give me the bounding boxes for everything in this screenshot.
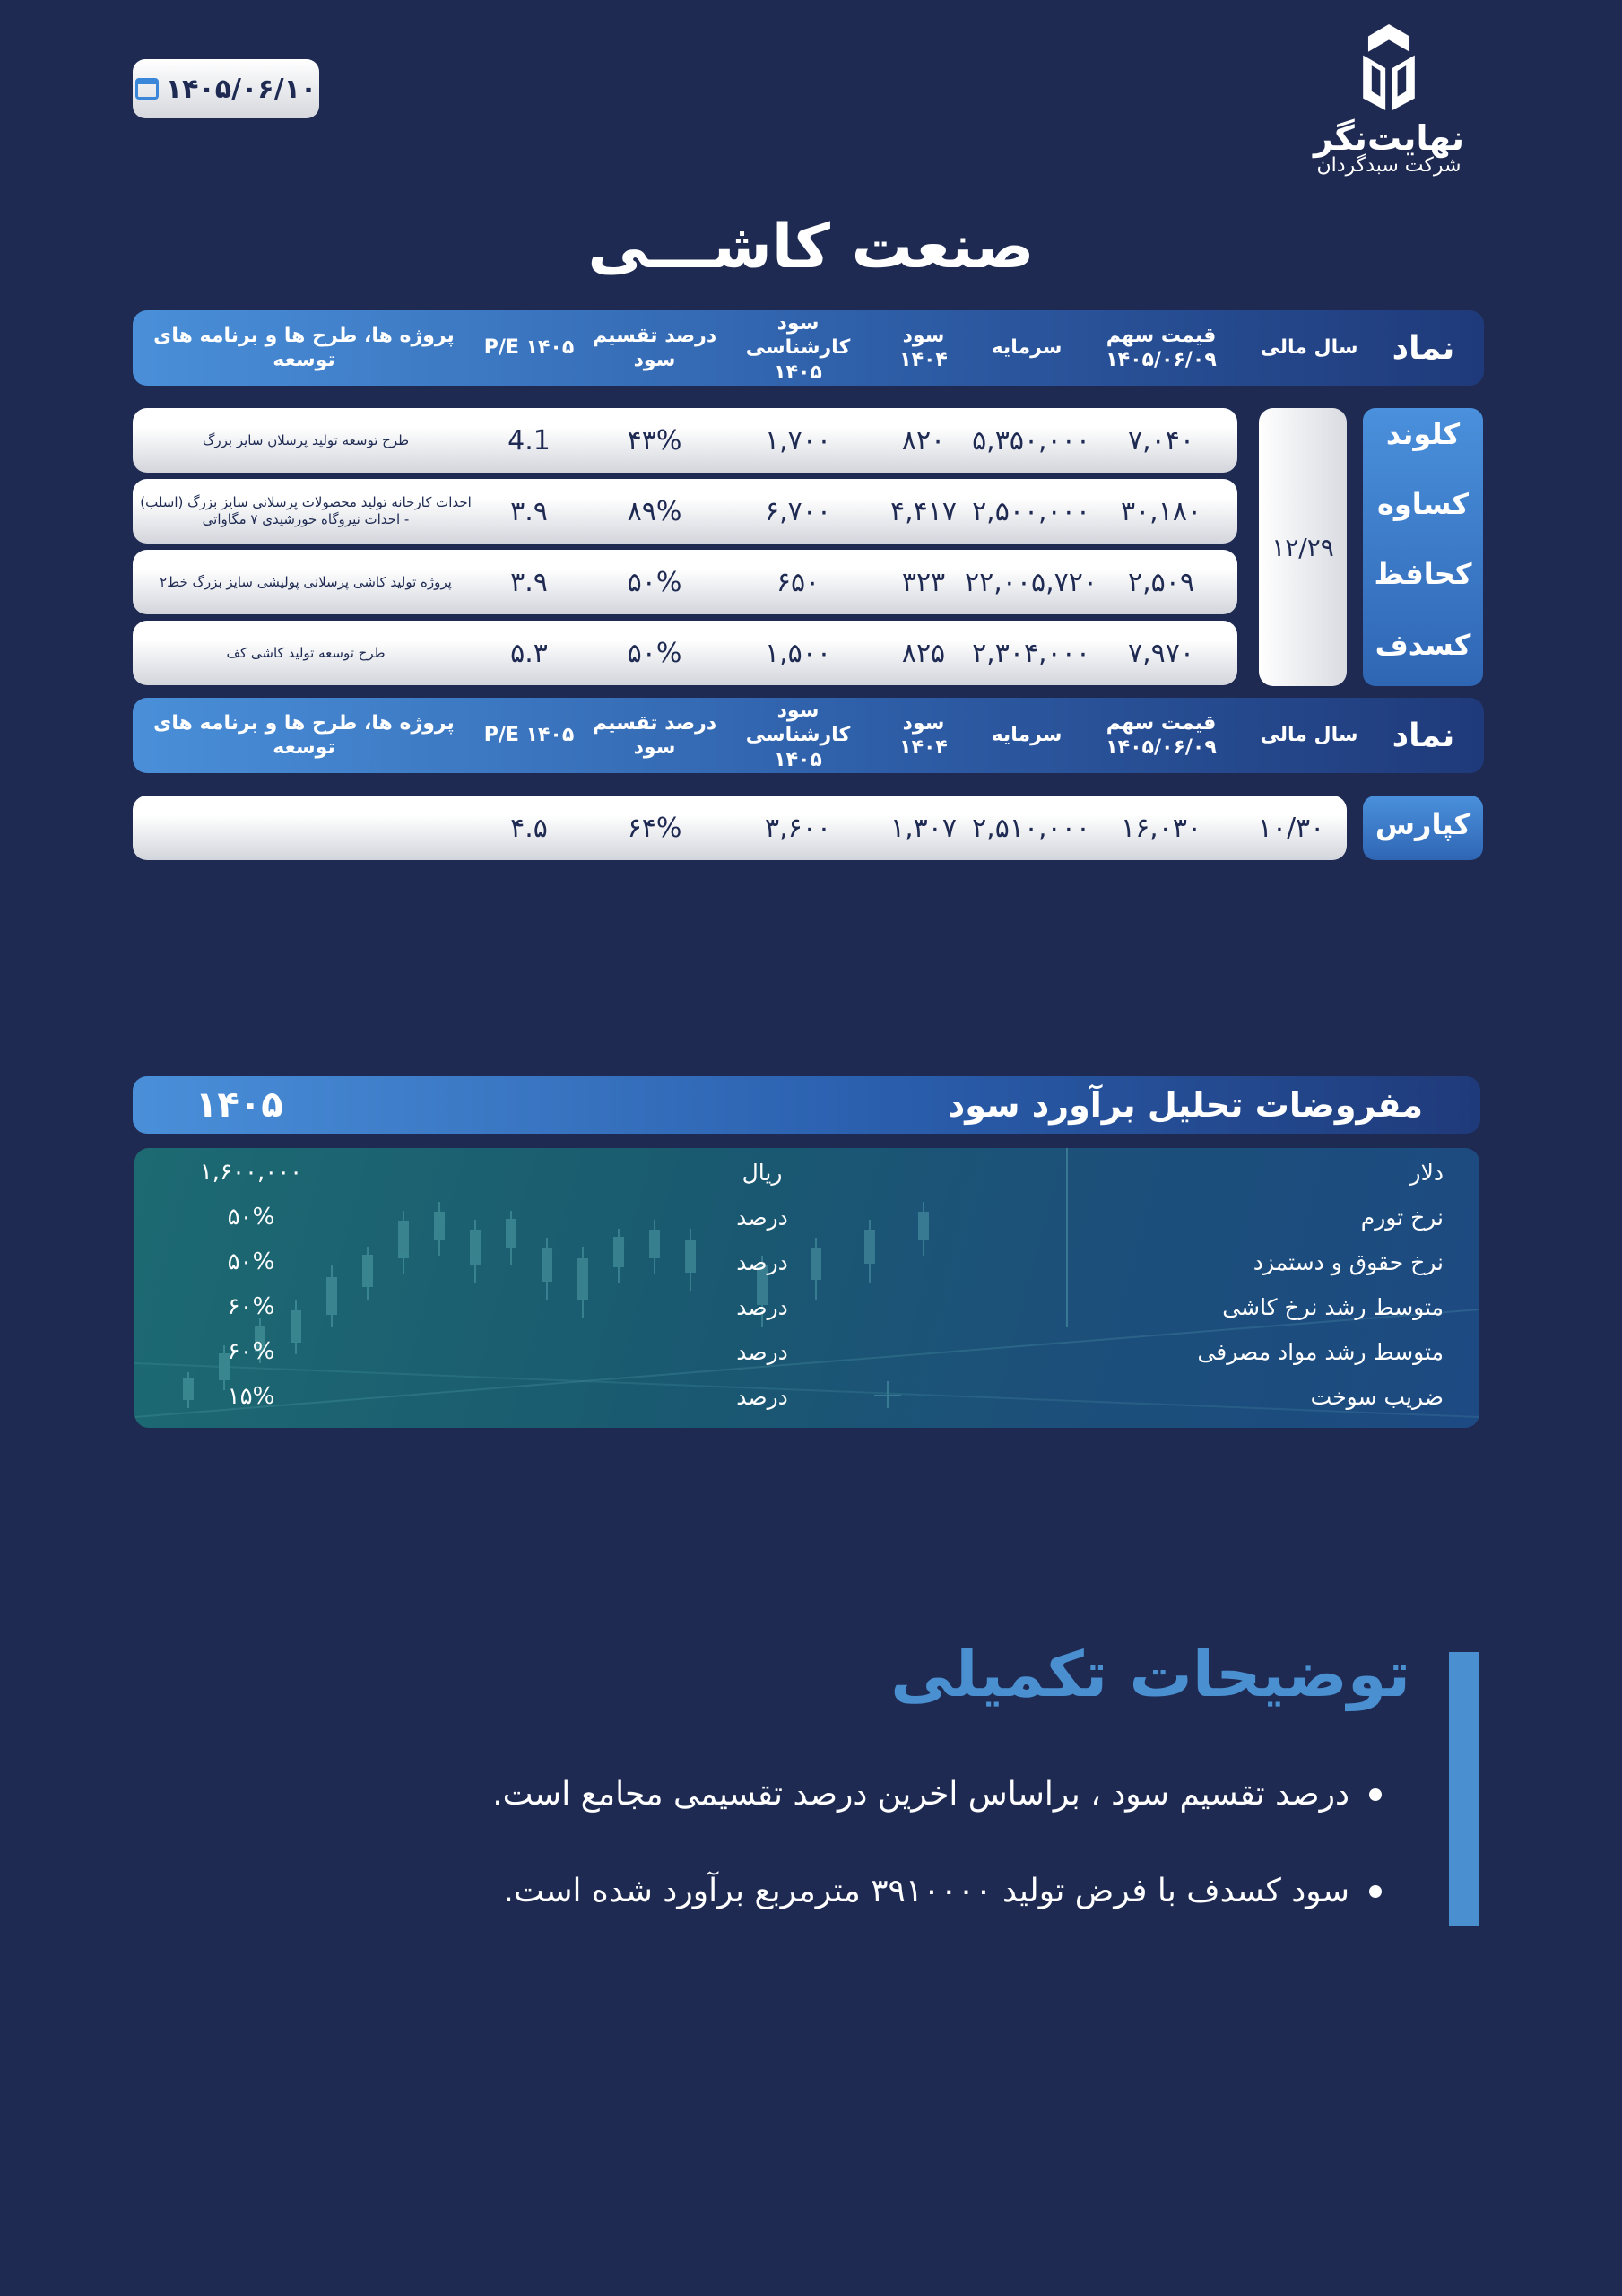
assumption-unit: درصد <box>736 1338 788 1365</box>
assumption-row <box>134 1284 1479 1329</box>
note-text: درصد تقسیم سود ، براساس اخرین درصد تقسیمی مجامع است. <box>492 1776 1349 1813</box>
col-pe: P/E ۱۴۰۵ <box>483 724 575 747</box>
projects-cell: پروژه تولید کاشی پرسلانی پولیشی سایز بزرگ خط۲ <box>160 573 452 590</box>
table-row <box>133 550 1237 614</box>
assumption-label: نرخ حقوق و دستمزد <box>1253 1248 1444 1275</box>
assumptions-header <box>133 1076 1480 1134</box>
assumption-unit: ریال <box>742 1159 783 1186</box>
pe-cell: ۳.۹ <box>510 566 548 598</box>
col-fiscal-year: سال مالی <box>1260 336 1358 360</box>
payout-cell: ۶۴% <box>627 812 682 844</box>
eps-cell: ۸۲۵ <box>901 637 946 669</box>
assumption-label: متوسط رشد نرخ کاشی <box>1222 1293 1444 1320</box>
expert-eps-cell: ۶۵۰ <box>776 566 820 598</box>
projects-cell: احداث کارخانه تولید محصولات پرسلانی سایز بزرگ (اسلب) - احداث نیروگاه خورشیدی ۷ مگاواتی <box>140 494 472 527</box>
assumption-unit: درصد <box>736 1248 788 1275</box>
col-payout: درصد تقسیم سود <box>592 324 717 371</box>
capital-cell: ۵,۳۵۰,۰۰۰ <box>972 424 1090 457</box>
table-row <box>133 479 1237 544</box>
symbol-label: کسدف <box>1375 628 1471 662</box>
col-pe: P/E ۱۴۰۵ <box>483 336 575 360</box>
table-header <box>133 310 1484 386</box>
col-eps-1404: سود ۱۴۰۴ <box>899 324 948 371</box>
assumption-value: ۵۰% <box>227 1204 275 1231</box>
eps-cell: ۱,۳۰۷ <box>890 812 957 844</box>
projects-cell: طرح توسعه تولید پرسلان سایز بزرگ <box>202 431 410 448</box>
table-header <box>133 698 1484 773</box>
col-capital: سرمایه <box>991 336 1063 360</box>
price-cell: ۲,۵۰۹ <box>1128 566 1194 598</box>
capital-cell: ۲,۵۰۰,۰۰۰ <box>972 495 1090 527</box>
payout-cell: ۵۰% <box>627 637 682 669</box>
col-symbol: نماد <box>1392 717 1455 754</box>
assumption-label: نرخ تورم <box>1360 1204 1444 1231</box>
notes-accent-bar <box>1449 1652 1479 1926</box>
date-badge <box>133 59 319 118</box>
expert-eps-cell: ۱,۷۰۰ <box>765 424 831 457</box>
notes-title: توضیحات تکمیلی <box>890 1638 1410 1711</box>
logo-mark-icon <box>1346 20 1432 117</box>
pe-cell: ۳.۹ <box>510 495 548 527</box>
col-payout: درصد تقسیم سود <box>592 711 717 759</box>
fiscal-year-cell: ۱۰/۳۰ <box>1257 812 1325 844</box>
capital-cell: ۲,۳۰۴,۰۰۰ <box>972 637 1090 669</box>
table-row <box>133 408 1237 473</box>
note-item <box>504 1873 1382 1909</box>
col-eps-1404: سود ۱۴۰۴ <box>899 711 948 759</box>
col-price: قیمت سهم ۱۴۰۵/۰۶/۰۹ <box>1106 324 1217 371</box>
pe-cell: ۵.۳ <box>510 637 548 669</box>
pe-cell: ۴.۵ <box>510 812 548 844</box>
assumptions-title: مفروضات تحلیل برآورد سود <box>947 1085 1423 1125</box>
price-cell: ۷,۰۴۰ <box>1128 424 1194 457</box>
col-fiscal-year: سال مالی <box>1260 724 1358 747</box>
assumption-value: ۶۰% <box>227 1338 275 1365</box>
expert-eps-cell: ۳,۶۰۰ <box>765 812 831 844</box>
date-text: ۱۴۰۵/۰۶/۱۰ <box>165 73 317 105</box>
symbol-label: کلوند <box>1385 417 1461 451</box>
table-row <box>133 796 1347 860</box>
fiscal-year-cell: ۱۲/۲۹ <box>1259 408 1347 686</box>
assumption-value: ۱۵% <box>227 1383 275 1410</box>
assumption-label: متوسط رشد مواد مصرفی <box>1197 1338 1444 1365</box>
col-price: قیمت سهم ۱۴۰۵/۰۶/۰۹ <box>1106 711 1217 759</box>
expert-eps-cell: ۶,۷۰۰ <box>765 495 831 527</box>
symbol-label: کحافظ <box>1374 557 1472 591</box>
assumption-value: ۱,۶۰۰,۰۰۰ <box>199 1159 303 1186</box>
payout-cell: ۸۹% <box>627 495 682 527</box>
projects-cell <box>140 796 472 860</box>
assumption-row <box>134 1374 1479 1419</box>
pe-cell: 4.1 <box>507 424 551 457</box>
col-symbol: نماد <box>1392 329 1455 367</box>
page-title: صنعت کاشـــی <box>587 212 1035 283</box>
eps-cell: ۸۲۰ <box>901 424 946 457</box>
col-expert-eps: سود کارشناسی ۱۴۰۵ <box>745 699 851 771</box>
eps-cell: ۴,۴۱۷ <box>890 495 957 527</box>
table-row <box>133 621 1237 685</box>
assumption-unit: درصد <box>736 1293 788 1320</box>
bullet-icon <box>1369 1788 1382 1801</box>
price-cell: ۱۶,۰۳۰ <box>1120 812 1202 844</box>
price-cell: ۳۰,۱۸۰ <box>1120 495 1202 527</box>
col-projects: پروژه ها، طرح ها و برنامه های توسعه <box>153 711 455 759</box>
logo-subtitle: شرکت سبدگردان <box>1316 154 1462 177</box>
capital-cell: ۲۲,۰۰۵,۷۲۰ <box>965 566 1097 598</box>
assumption-unit: درصد <box>736 1383 788 1410</box>
calendar-icon <box>135 78 159 100</box>
assumption-row <box>134 1329 1479 1374</box>
assumption-value: ۵۰% <box>227 1248 275 1275</box>
logo <box>1299 20 1479 177</box>
assumption-unit: درصد <box>736 1204 788 1231</box>
payout-cell: ۴۳% <box>627 424 682 457</box>
assumptions-year: ۱۴۰۵ <box>195 1084 283 1126</box>
assumption-row <box>134 1150 1479 1195</box>
capital-cell: ۲,۵۱۰,۰۰۰ <box>972 812 1090 844</box>
logo-name: نهایت‌نگر <box>1313 118 1465 158</box>
projects-cell: طرح توسعه تولید کاشی کف <box>226 644 386 661</box>
assumptions-panel <box>134 1148 1479 1428</box>
bullet-icon <box>1369 1885 1382 1898</box>
assumption-label: ضریب سوخت <box>1310 1383 1444 1410</box>
expert-eps-cell: ۱,۵۰۰ <box>765 637 831 669</box>
assumption-value: ۶۰% <box>227 1293 275 1320</box>
eps-cell: ۳۲۳ <box>901 566 946 598</box>
assumption-row <box>134 1195 1479 1239</box>
payout-cell: ۵۰% <box>627 566 682 598</box>
assumption-label: دلار <box>1409 1159 1444 1186</box>
symbol-label: کساوه <box>1377 487 1469 521</box>
col-capital: سرمایه <box>991 724 1063 747</box>
symbol-label: کپارس <box>1375 807 1471 841</box>
note-item <box>492 1776 1382 1813</box>
col-expert-eps: سود کارشناسی ۱۴۰۵ <box>745 311 851 384</box>
assumption-row <box>134 1239 1479 1284</box>
price-cell: ۷,۹۷۰ <box>1128 637 1194 669</box>
col-projects: پروژه ها، طرح ها و برنامه های توسعه <box>153 324 455 371</box>
note-text: سود کسدف با فرض تولید ۳۹۱۰۰۰۰ مترمربع برآورد شده است. <box>503 1873 1349 1909</box>
